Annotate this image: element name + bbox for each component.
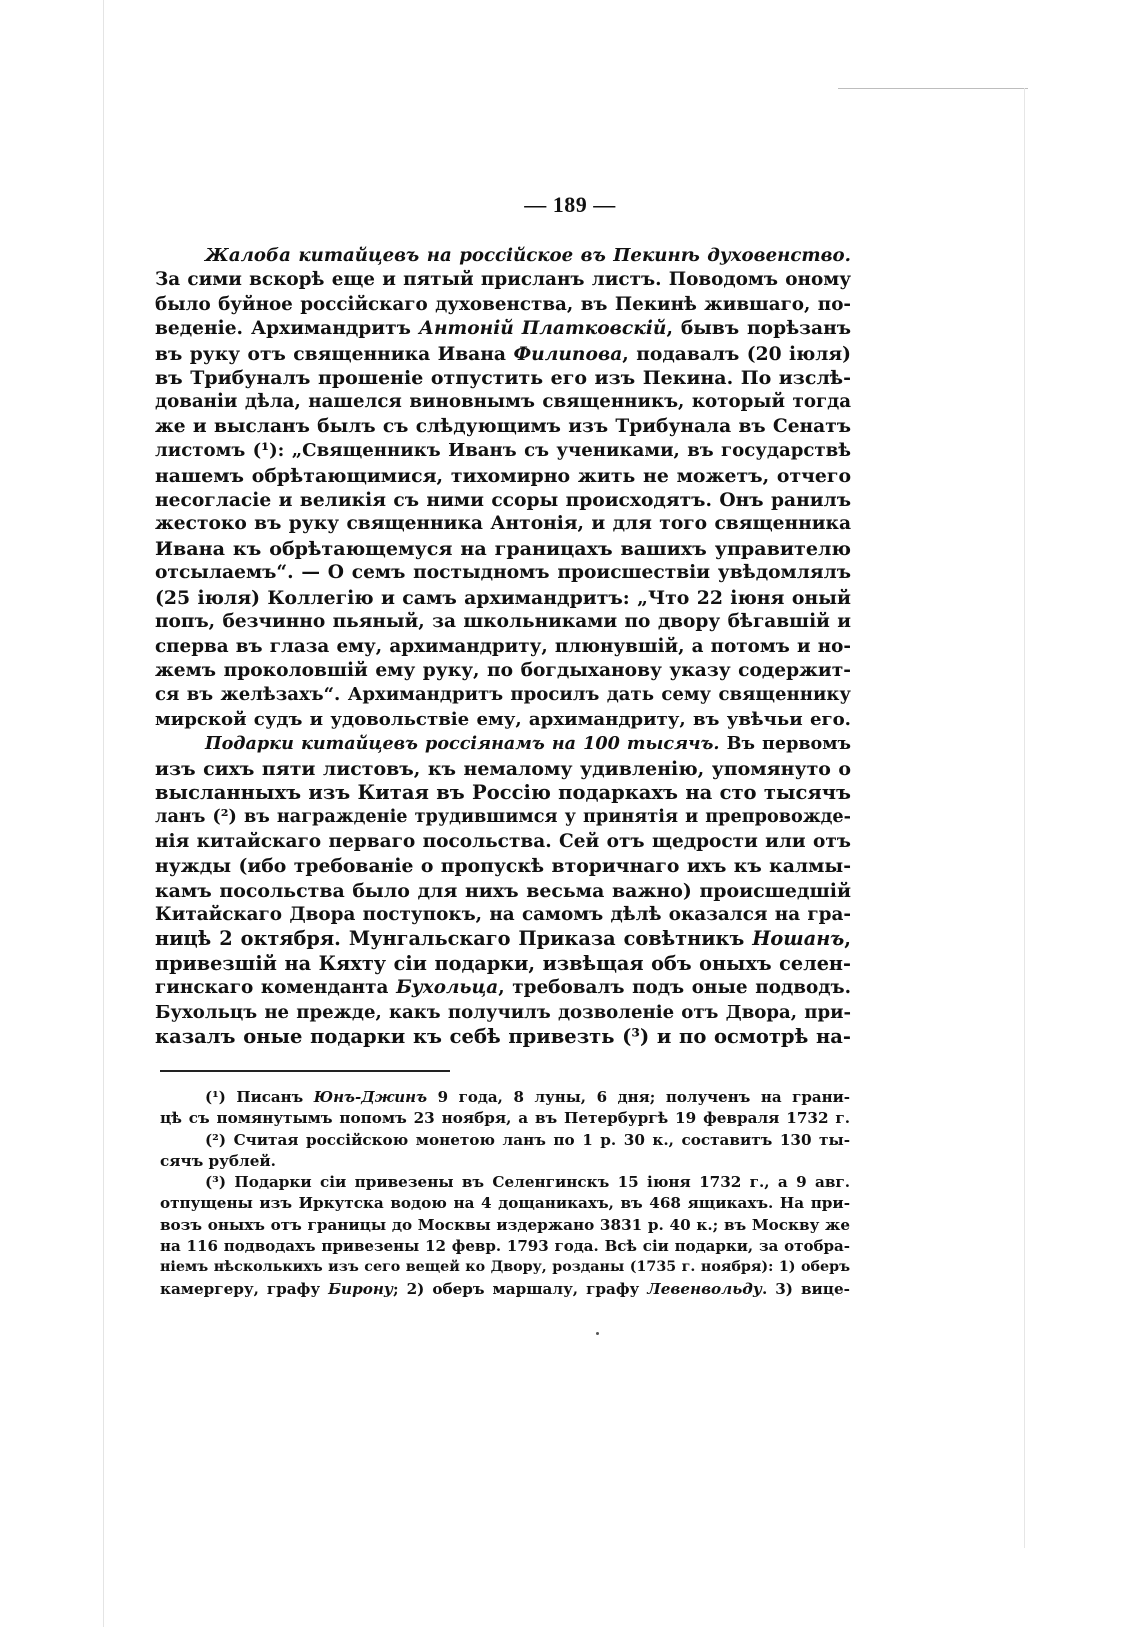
footnote-line: возъ оныхъ отъ границы до Москвы издержано 3831 р. 40 к.; въ Москву же bbox=[160, 1215, 850, 1234]
body-text bbox=[155, 244, 851, 1049]
text-line: казалъ оные подарки къ себѣ привезть (³) и по осмотрѣ на- bbox=[155, 1025, 851, 1048]
text-line: несогласіе и великія съ ними ссоры происходятъ. Онъ ранилъ bbox=[155, 489, 851, 512]
text-line: листомъ (¹): „Священникъ Иванъ съ учениками, въ государствѣ bbox=[155, 440, 851, 462]
text-line: Жалоба китайцевъ на россійское въ Пекинѣ духовенство. bbox=[205, 245, 851, 266]
text-line: ланъ (²) въ награжденіе трудившимся у принятія и препровожде- bbox=[155, 806, 851, 828]
text-line: въ Трибуналъ прошеніе отпустить его изъ Пекина. По изслѣ- bbox=[155, 367, 851, 390]
footnote-line: ніемъ нѣсколькихъ изъ сего вещей ко Двору, розданы (1735 г. ноября): 1) оберъ bbox=[160, 1259, 850, 1276]
section-heading: Подарки китайцевъ россіянамъ на 100 тысячъ. bbox=[205, 734, 720, 755]
text-line bbox=[155, 317, 851, 341]
scan-speck bbox=[596, 1332, 599, 1335]
footnote-line: сячъ рублей. bbox=[160, 1151, 276, 1170]
text-line bbox=[155, 342, 851, 366]
text-run: гинскаго коменданта bbox=[155, 977, 397, 999]
footnotes bbox=[160, 1087, 850, 1300]
person-name: Антоній Платковскій bbox=[418, 318, 667, 340]
person-name: Бирону bbox=[328, 1279, 393, 1298]
text-line bbox=[155, 976, 851, 1000]
text-run: , подавалъ (20 іюля) bbox=[622, 342, 851, 365]
text-line: мирской судъ и удовольствіе ему, архимандриту, въ увѣчьи его. bbox=[155, 708, 851, 730]
text-line: ся въ желѣзахъ“. Архимандритъ просилъ дать сему священнику bbox=[155, 684, 851, 706]
text-run: , требовалъ подъ оные подводъ. bbox=[498, 977, 851, 999]
footnote-line bbox=[160, 1087, 850, 1108]
text-line: попъ, безчинно пьяный, за школьниками по двору бѣгавшій и bbox=[155, 611, 851, 633]
text-line bbox=[155, 732, 851, 756]
text-run: 9 года, 8 луны, 6 дня; полученъ на грани- bbox=[427, 1088, 850, 1106]
text-run: (¹) Писанъ bbox=[205, 1088, 314, 1106]
text-line: камъ посольства было для нихъ весьма важно) происшедшій bbox=[155, 879, 851, 902]
text-line: изъ сихъ пяти листовъ, къ немалому удивленію, упомянуто о bbox=[155, 757, 851, 780]
text-line bbox=[155, 927, 851, 951]
text-line: привезшій на Кяхту сіи подарки, извѣщая объ оныхъ селен- bbox=[155, 951, 851, 975]
text-line: (25 іюля) Коллегію и самъ архимандритъ: „Что 22 іюня оный bbox=[155, 586, 851, 609]
text-line: дованіи дѣла, нашелся виновнымъ священникъ, который тогда bbox=[155, 391, 851, 413]
text-line: Бухольцъ не прежде, какъ получилъ дозволеніе отъ Двора, при- bbox=[155, 1001, 851, 1023]
scan-right-edge bbox=[1024, 88, 1025, 1548]
text-run: камергеру, графу bbox=[160, 1279, 329, 1298]
text-line: нія китайскаго перваго посольства. Сей отъ щедрости или отъ bbox=[155, 830, 851, 852]
footnote-line: на 116 подводахъ привезены 12 февр. 1793 года. Всѣ сіи подарки, за отобра- bbox=[160, 1237, 850, 1256]
text-run: ницѣ 2 октября. Мунгальскаго Приказа совѣтникъ bbox=[155, 927, 753, 951]
text-line: Китайскаго Двора поступокъ, на самомъ дѣлѣ оказался на гра- bbox=[155, 903, 851, 925]
footnote-line: (²) Считая россійскою монетою ланъ по 1 р. 30 к., составитъ 130 ты- bbox=[205, 1130, 850, 1149]
text-run: . 3) вице- bbox=[761, 1279, 850, 1298]
text-line: Ивана къ обрѣтающемуся на границахъ вашихъ управителю bbox=[155, 536, 851, 560]
scan-margin-line bbox=[103, 0, 104, 1627]
top-scan-rule bbox=[838, 88, 1028, 89]
footnote-divider bbox=[160, 1070, 450, 1072]
text-line: отсылаемъ“. — О семъ постыдномъ происшествіи увѣдомлялъ bbox=[155, 562, 851, 584]
text-line: жестоко въ руку священника Антонія, и для того священника bbox=[155, 513, 851, 535]
page-number: — 189 — bbox=[524, 192, 616, 217]
text-run: , бывъ порѣзанъ bbox=[666, 318, 851, 340]
text-line: высланныхъ изъ Китая въ Россію подаркахъ на сто тысячъ bbox=[155, 780, 851, 804]
person-name: Юнъ-Джинъ bbox=[313, 1088, 428, 1106]
text-line: сперва въ глаза ему, архимандриту, плюнувшій, а потомъ и но- bbox=[155, 635, 851, 657]
text-line: же и высланъ былъ съ слѣдующимъ изъ Трибунала въ Сенатъ bbox=[155, 415, 851, 437]
footnote-line: (³) Подарки сіи привезены въ Селенгинскъ 15 іюня 1732 г., а 9 авг. bbox=[205, 1173, 850, 1192]
footnote-line: отпущены изъ Иркутска водою на 4 дощаникахъ, въ 468 ящикахъ. На при- bbox=[160, 1194, 850, 1213]
text-run: въ руку отъ священника Ивана bbox=[155, 342, 514, 365]
text-run: , bbox=[844, 927, 851, 951]
text-run: Въ первомъ bbox=[719, 734, 851, 755]
text-line: нужды (ибо требованіе о пропускѣ вторичнаго ихъ къ калмы- bbox=[155, 855, 851, 878]
text-run: ; 2) оберъ маршалу, графу bbox=[393, 1279, 648, 1298]
footnote-line: цѣ съ помянутымъ попомъ 23 ноября, а въ Петербургѣ 19 февраля 1732 г. bbox=[160, 1109, 850, 1128]
text-line: жемъ проколовшій ему руку, по богдыханову указу содержит- bbox=[155, 659, 851, 681]
text-line: было буйное россійскаго духовенства, въ Пекинѣ жившаго, по- bbox=[155, 293, 851, 315]
person-name: Левенвольду bbox=[647, 1279, 762, 1298]
text-line: нашемъ обрѣтающимися, тихомирно жить не можетъ, отчего bbox=[155, 464, 851, 487]
text-line: За сими вскорѣ еще и пятый присланъ листъ. Поводомъ оному bbox=[155, 269, 851, 291]
footnote-line bbox=[160, 1279, 850, 1300]
person-name: Филипова bbox=[513, 342, 623, 365]
person-name: Бухольца bbox=[396, 977, 499, 999]
text-run: веденіе. Архимандритъ bbox=[155, 318, 419, 340]
person-name: Ношанъ bbox=[752, 927, 845, 951]
